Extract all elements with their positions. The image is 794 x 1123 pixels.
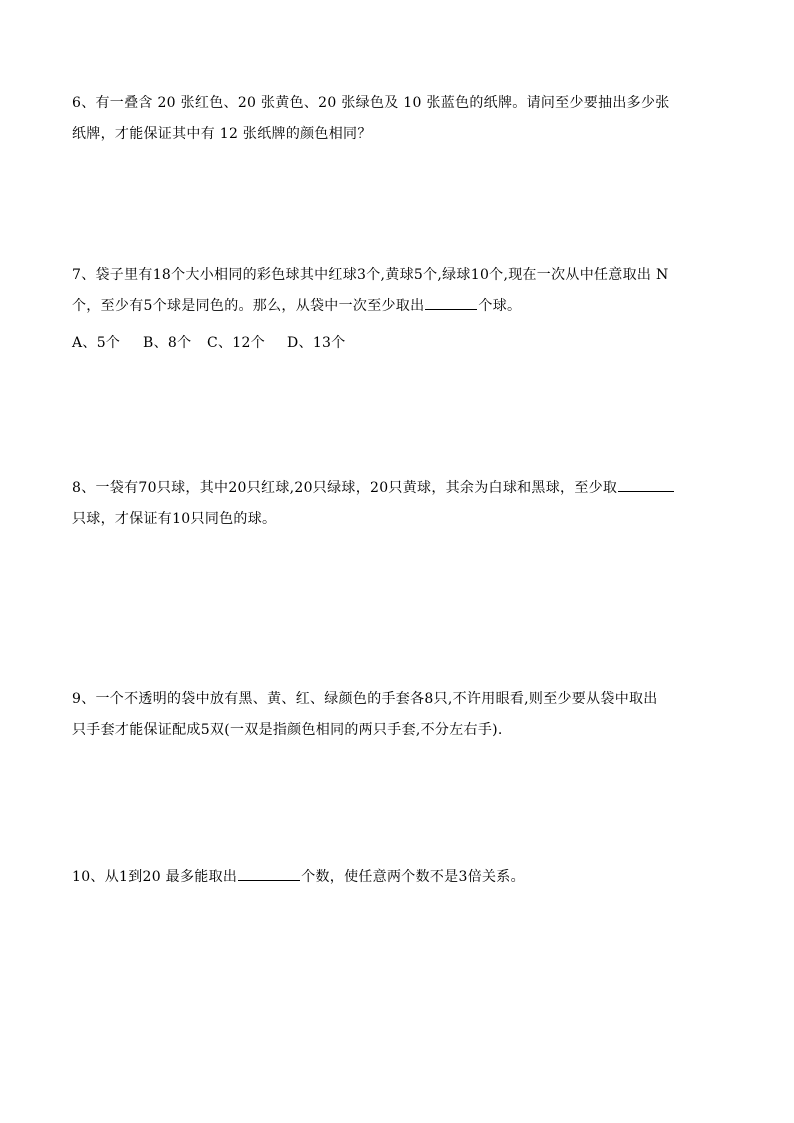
question-6 [72,88,727,150]
question-7 [72,260,727,359]
option-d: D、13个 [287,335,346,351]
question-7-line-2 [72,291,727,322]
question-10-text-before-blank: 10、从1到20 最多能取出 [72,869,238,885]
question-8-line-1 [72,473,727,504]
question-9 [72,684,727,746]
question-8-text-before-blank: 8、一袋有70只球，其中20只红球,20只绿球，20只黄球，其余为白球和黑球，至少取 [72,480,618,496]
option-b: B、8个 [143,335,192,351]
question-9-line-2: 只手套才能保证配成5双(一双是指颜色相同的两只手套,不分左右手). [72,722,503,738]
question-7-text-before-blank: 个，至少有5个球是同色的。那么，从袋中一次至少取出 [72,298,425,314]
question-6-line-2: 纸牌，才能保证其中有 12 张纸牌的颜色相同？ [72,126,372,142]
question-7-options [72,328,727,359]
answer-blank-7[interactable] [425,295,477,310]
question-6-line-1: 6、有一叠含 20 张红色、20 张黄色、20 张绿色及 10 张蓝色的纸牌。请问至少要抽出多少张 [72,95,670,111]
question-10-text-after-blank: 个数，使任意两个数不是3倍关系。 [301,869,525,885]
question-7-text-after-blank: 个球。 [478,298,522,314]
option-a: A、5个 [72,335,121,351]
question-10-line-1 [72,862,727,893]
answer-blank-10[interactable] [238,866,300,881]
answer-blank-8[interactable] [618,477,674,492]
question-8 [72,473,727,535]
question-8-line-2: 只球，才保证有10只同色的球。 [72,511,277,527]
question-10 [72,862,727,893]
question-7-line-1: 7、袋子里有18个大小相同的彩色球其中红球3个,黄球5个,绿球10个,现在一次从中任意取出 N [72,267,669,283]
option-c: C、12个 [207,335,266,351]
question-9-line-1: 9、一个不透明的袋中放有黑、黄、红、绿颜色的手套各8只,不许用眼看,则至少要从袋中取出 [72,691,658,707]
